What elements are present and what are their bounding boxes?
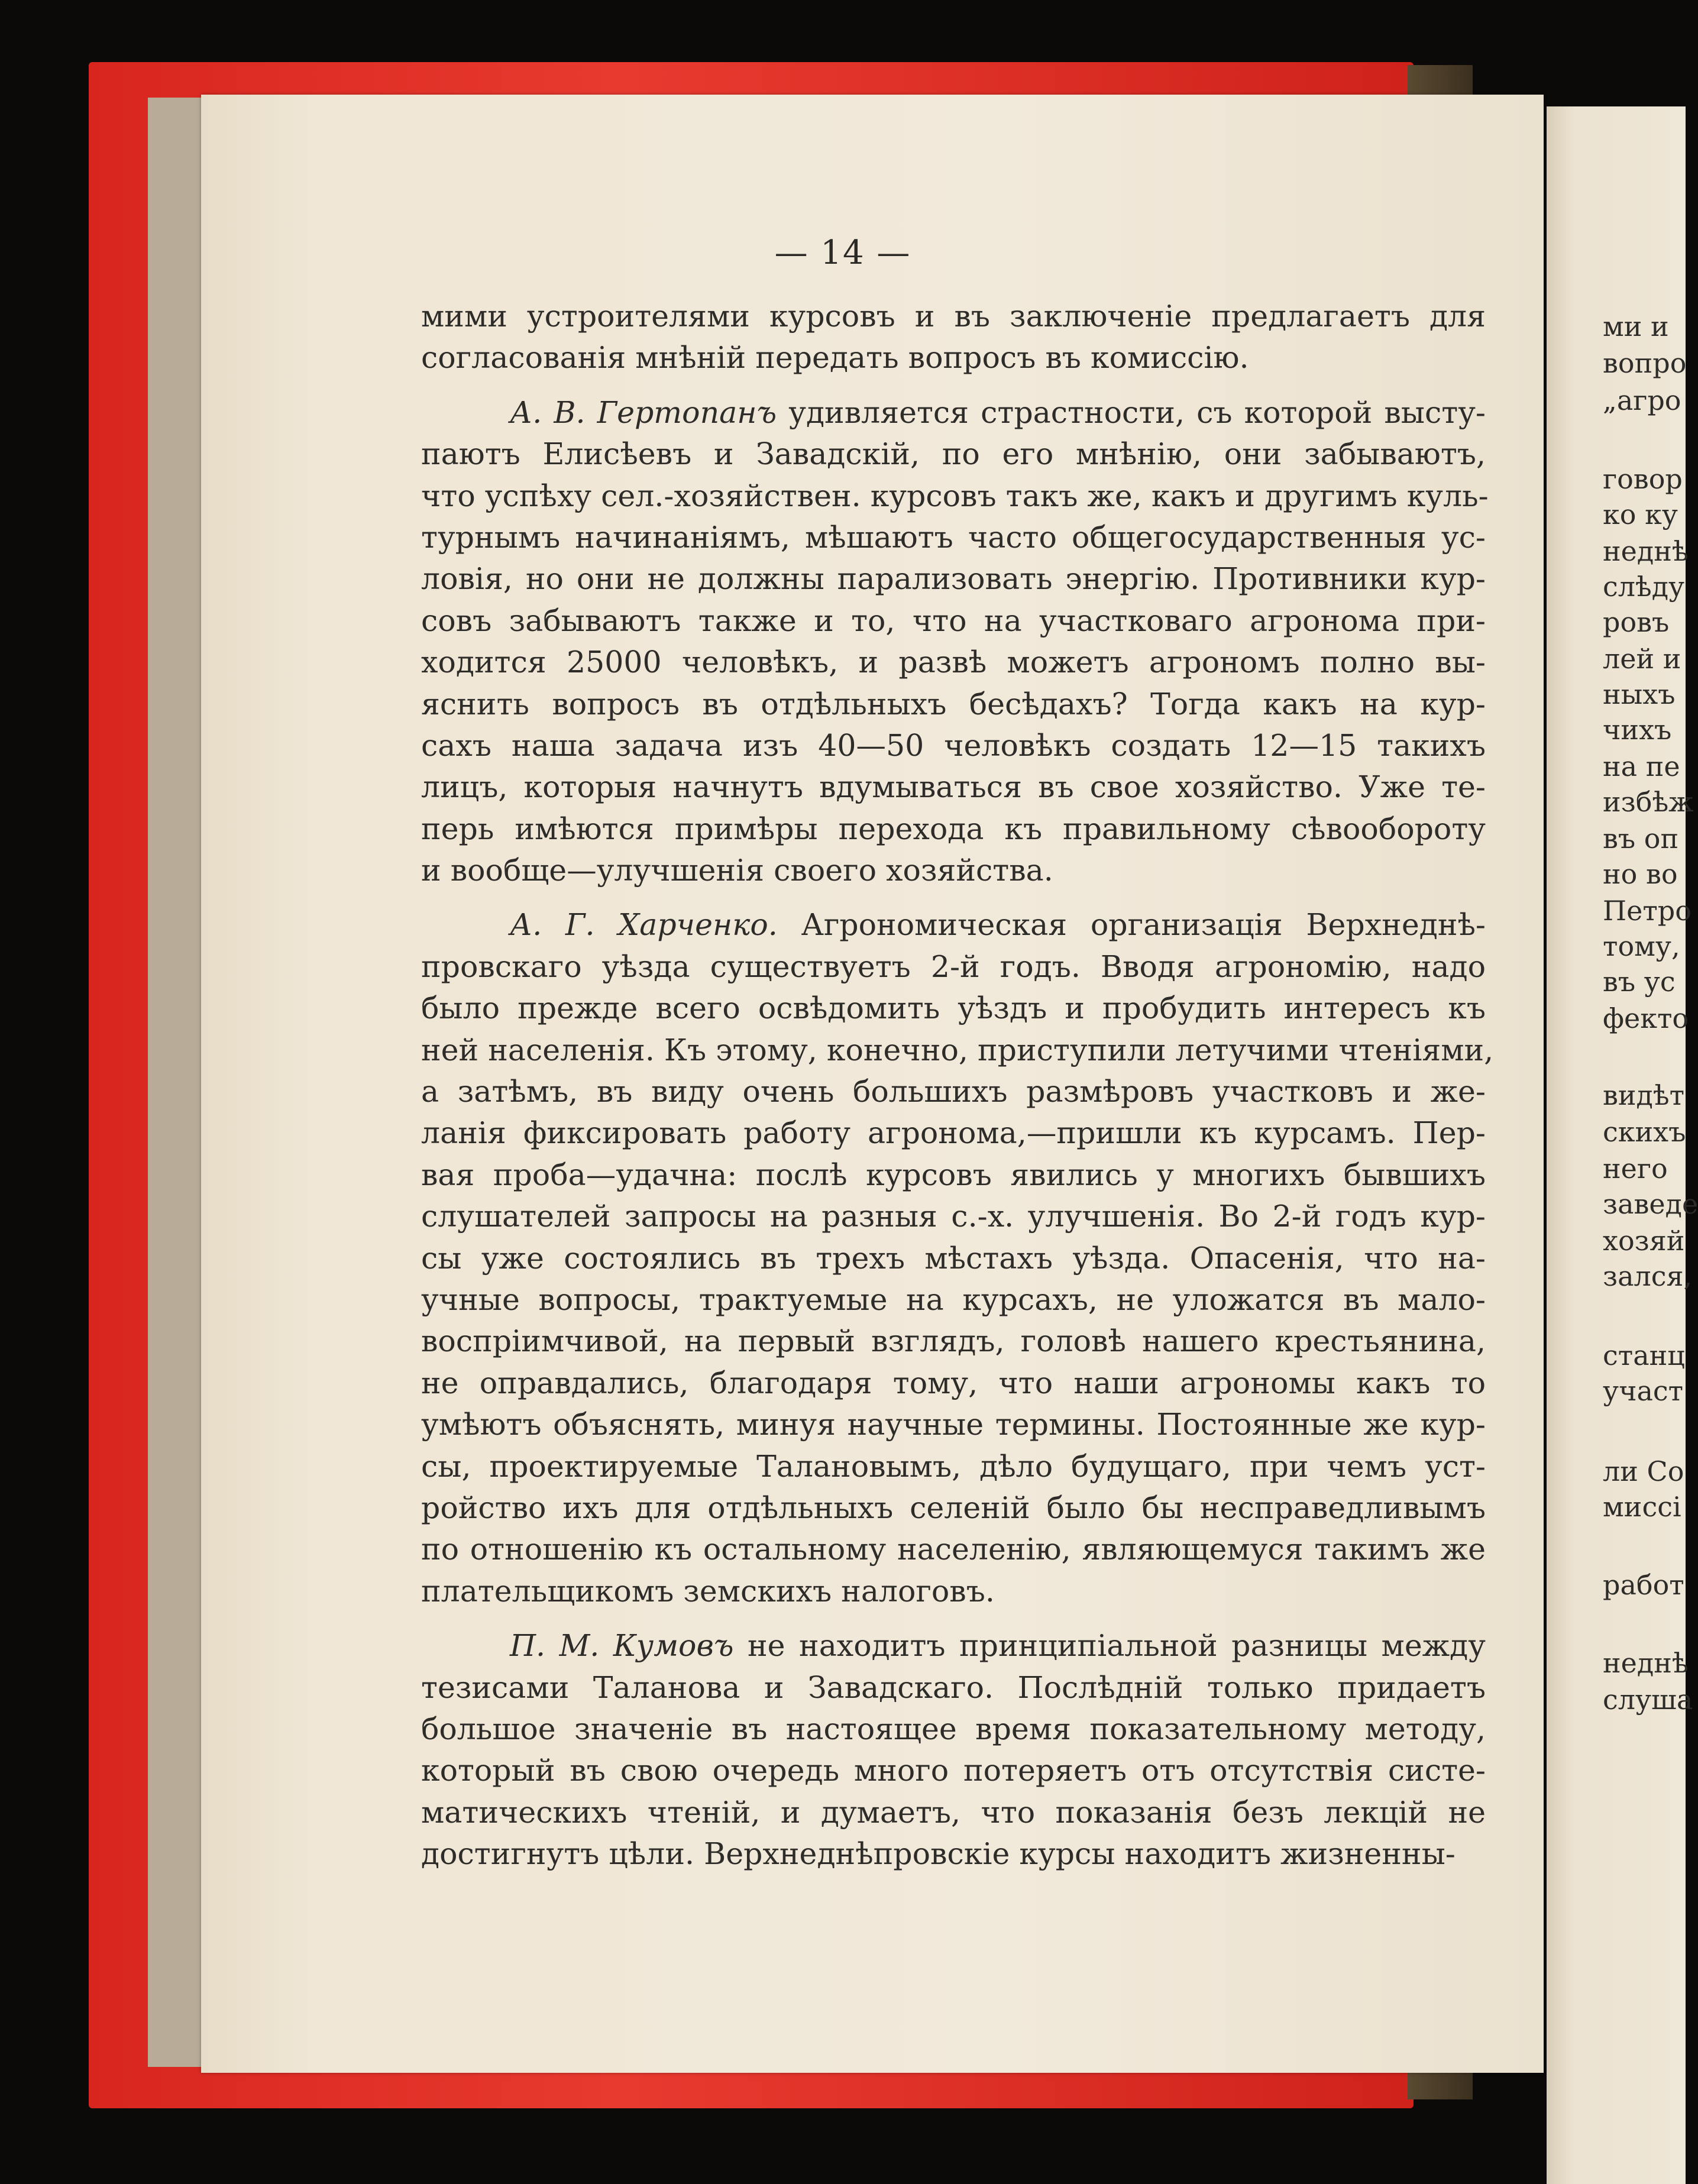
line-text: сы уже состоялись въ трехъ мѣстахъ уѣзда. Опасенія, что на- bbox=[421, 1240, 1486, 1276]
facing-page-line: Петро bbox=[1603, 895, 1691, 927]
text-line bbox=[421, 725, 1486, 766]
text-line bbox=[421, 642, 1486, 683]
facing-page-line: слѣду bbox=[1603, 571, 1685, 603]
facing-page-line: чихъ bbox=[1603, 714, 1672, 746]
text-line bbox=[421, 1792, 1486, 1833]
facing-page-line: заведе bbox=[1603, 1188, 1698, 1220]
text-line bbox=[421, 808, 1486, 850]
line-text: матическихъ чтеній, и думаетъ, что показанія безъ лекцій не bbox=[421, 1794, 1486, 1830]
text-line bbox=[421, 1446, 1486, 1487]
line-text: сы, проектируемые Талановымъ, дѣло будущаго, при чемъ уст- bbox=[421, 1448, 1486, 1484]
text-line bbox=[421, 1529, 1486, 1570]
text-line bbox=[421, 904, 1486, 946]
line-text: ловія, но они не должны парализовать энергію. Противники кур- bbox=[421, 561, 1486, 597]
facing-page-line: миссі bbox=[1603, 1491, 1681, 1523]
facing-page-line: вопро bbox=[1603, 347, 1687, 379]
facing-page-line: въ оп bbox=[1603, 823, 1679, 855]
text-line bbox=[421, 766, 1486, 808]
text-line bbox=[421, 1279, 1486, 1321]
text-line bbox=[421, 1404, 1486, 1445]
text-line bbox=[421, 684, 1486, 725]
facing-page-line: неднѣ bbox=[1603, 535, 1689, 567]
line-text: большое значеніе въ настоящее время показательному методу, bbox=[421, 1711, 1486, 1746]
line-text: ней населенія. Къ этому, конечно, приступили летучими чтеніями, bbox=[421, 1032, 1494, 1067]
text-line bbox=[421, 517, 1486, 558]
line-text: паютъ Елисѣевъ и Завадскій, по его мнѣнію, они забываютъ, bbox=[421, 436, 1486, 472]
page-body-text bbox=[421, 296, 1494, 1875]
text-line bbox=[421, 1112, 1486, 1154]
facing-page-line: работ bbox=[1603, 1569, 1684, 1601]
text-line bbox=[421, 1833, 1486, 1875]
line-text: перь имѣются примѣры перехода къ правильному сѣвообороту bbox=[421, 811, 1486, 846]
line-text: который въ свою очередь много потеряетъ отъ отсутствія систе- bbox=[421, 1753, 1486, 1788]
line-text: достигнутъ цѣли. Верхнеднѣпровскіе курсы находитъ жизненны- bbox=[421, 1836, 1456, 1872]
facing-page-line: ли Со bbox=[1603, 1455, 1684, 1487]
facing-page-line: ми и bbox=[1603, 310, 1669, 342]
text-line bbox=[421, 433, 1486, 475]
line-text: яснить вопросъ въ отдѣльныхъ бесѣдахъ? Тогда какъ на кур- bbox=[421, 686, 1486, 721]
text-line bbox=[421, 558, 1486, 600]
line-text: ходится 25000 человѣкъ, и развѣ можетъ агрономъ полно вы- bbox=[421, 645, 1486, 680]
line-text: и вообще—улучшенія своего хозяйства. bbox=[421, 853, 1053, 888]
paragraph bbox=[421, 904, 1494, 1612]
line-text: лицъ, которыя начнутъ вдумываться въ свое хозяйство. Уже те- bbox=[421, 769, 1486, 805]
facing-page-line: ровъ bbox=[1603, 606, 1670, 638]
facing-page-line: станц bbox=[1603, 1339, 1685, 1371]
text-line bbox=[421, 850, 1486, 891]
line-text: а затѣмъ, въ виду очень большихъ размѣровъ участковъ и же- bbox=[421, 1074, 1486, 1109]
text-line bbox=[421, 946, 1486, 988]
facing-page-line: фекто bbox=[1603, 1002, 1689, 1034]
line-text: ройство ихъ для отдѣльныхъ селеній было бы несправедливымъ bbox=[421, 1490, 1486, 1525]
line-text: воспріимчивой, на первый взглядъ, головѣ нашего крестьянина, bbox=[421, 1324, 1486, 1359]
line-text: провскаго уѣзда существуетъ 2-й годъ. Вводя агрономію, надо bbox=[421, 949, 1486, 984]
line-text: согласованія мнѣній передать вопросъ въ комиссію. bbox=[421, 340, 1249, 376]
line-text: сахъ наша задача изъ 40—50 человѣкъ создать 12—15 такихъ bbox=[421, 727, 1486, 763]
text-line bbox=[421, 1487, 1486, 1529]
line-text: турнымъ начинаніямъ, мѣшаютъ часто общегосударственныя ус- bbox=[421, 519, 1486, 555]
facing-page-line: въ ус bbox=[1603, 966, 1676, 998]
speaker-name: А. Г. Харченко. bbox=[510, 907, 778, 943]
paragraph bbox=[421, 392, 1489, 892]
paragraph bbox=[421, 296, 1486, 379]
facing-page-line: слуша bbox=[1603, 1684, 1693, 1716]
paragraph bbox=[421, 1625, 1486, 1875]
text-line bbox=[421, 1321, 1486, 1362]
text-line bbox=[421, 296, 1486, 337]
facing-page-line: говор bbox=[1603, 463, 1683, 495]
text-line bbox=[421, 1363, 1486, 1404]
speaker-name: А. В. Гертопанъ bbox=[510, 394, 777, 430]
text-line bbox=[421, 475, 1489, 517]
facing-page-line: него bbox=[1603, 1153, 1668, 1185]
text-line bbox=[421, 1709, 1486, 1750]
line-text: тезисами Таланова и Завадскаго. Послѣдній только придаетъ bbox=[421, 1669, 1486, 1705]
text-line bbox=[421, 337, 1486, 378]
text-line bbox=[421, 1196, 1486, 1237]
line-text: умѣютъ объяснять, минуя научные термины. Постоянные же кур- bbox=[421, 1407, 1486, 1442]
text-line bbox=[421, 1571, 1486, 1612]
line-text: вая проба—удачна: послѣ курсовъ явились у многихъ бывшихъ bbox=[421, 1157, 1486, 1192]
page-number: — 14 — bbox=[774, 234, 911, 272]
facing-page-line: избѣж bbox=[1603, 786, 1694, 818]
line-text: удивляется страстности, съ которой высту- bbox=[777, 394, 1486, 430]
text-line bbox=[421, 1667, 1486, 1709]
facing-page-line: ко ку bbox=[1603, 499, 1678, 530]
text-line bbox=[421, 1750, 1486, 1791]
line-text: учные вопросы, трактуемые на курсахъ, не уложатся въ мало- bbox=[421, 1282, 1486, 1317]
facing-page-line: хозяй bbox=[1603, 1225, 1685, 1257]
text-line bbox=[421, 1238, 1486, 1279]
text-line bbox=[421, 600, 1486, 642]
facing-page-line: на пе bbox=[1603, 750, 1680, 782]
facing-page-line: но во bbox=[1603, 858, 1678, 890]
text-line bbox=[421, 1154, 1486, 1196]
speaker-name: П. М. Кумовъ bbox=[510, 1628, 734, 1664]
text-line bbox=[421, 988, 1486, 1029]
line-text: мими устроителями курсовъ и въ заключеніе предлагаетъ для bbox=[421, 299, 1486, 334]
line-text: Агрономическая организація Верхнеднѣ- bbox=[777, 907, 1486, 943]
line-text: по отношенію къ остальному населенію, являющемуся такимъ же bbox=[421, 1532, 1486, 1567]
line-text: плательщикомъ земскихъ налоговъ. bbox=[421, 1573, 995, 1609]
line-text: слушателей запросы на разныя с.-х. улучшенія. Во 2-й годъ кур- bbox=[421, 1199, 1486, 1234]
facing-page-line: видѣт bbox=[1603, 1079, 1685, 1111]
line-text: было прежде всего освѣдомить уѣздъ и пробудить интересъ къ bbox=[421, 991, 1486, 1026]
facing-page-line: лей и bbox=[1603, 643, 1681, 675]
text-line bbox=[421, 1030, 1494, 1071]
facing-page-line: „агро bbox=[1603, 384, 1681, 416]
line-text: не оправдались, благодаря тому, что наши агрономы какъ то bbox=[421, 1365, 1486, 1400]
facing-page-line: участ bbox=[1603, 1375, 1684, 1407]
line-text: ланія фиксировать работу агронома,—пришли къ курсамъ. Пер- bbox=[421, 1115, 1486, 1151]
line-text: совъ забываютъ также и то, что на участковаго агронома при- bbox=[421, 603, 1486, 638]
facing-page-line: скихъ bbox=[1603, 1116, 1686, 1148]
facing-page-line: тому, bbox=[1603, 930, 1680, 962]
facing-page-line: неднѣ bbox=[1603, 1647, 1689, 1679]
text-line bbox=[421, 1625, 1486, 1667]
facing-page-line: ныхъ bbox=[1603, 678, 1676, 710]
line-text: что успѣху сел.-хозяйствен. курсовъ такъ же, какъ и другимъ куль- bbox=[421, 478, 1489, 513]
text-line bbox=[421, 1071, 1486, 1112]
facing-page-line: зался, bbox=[1603, 1260, 1693, 1292]
text-line bbox=[421, 392, 1486, 433]
line-text: не находитъ принципіальной разницы между bbox=[733, 1628, 1486, 1664]
